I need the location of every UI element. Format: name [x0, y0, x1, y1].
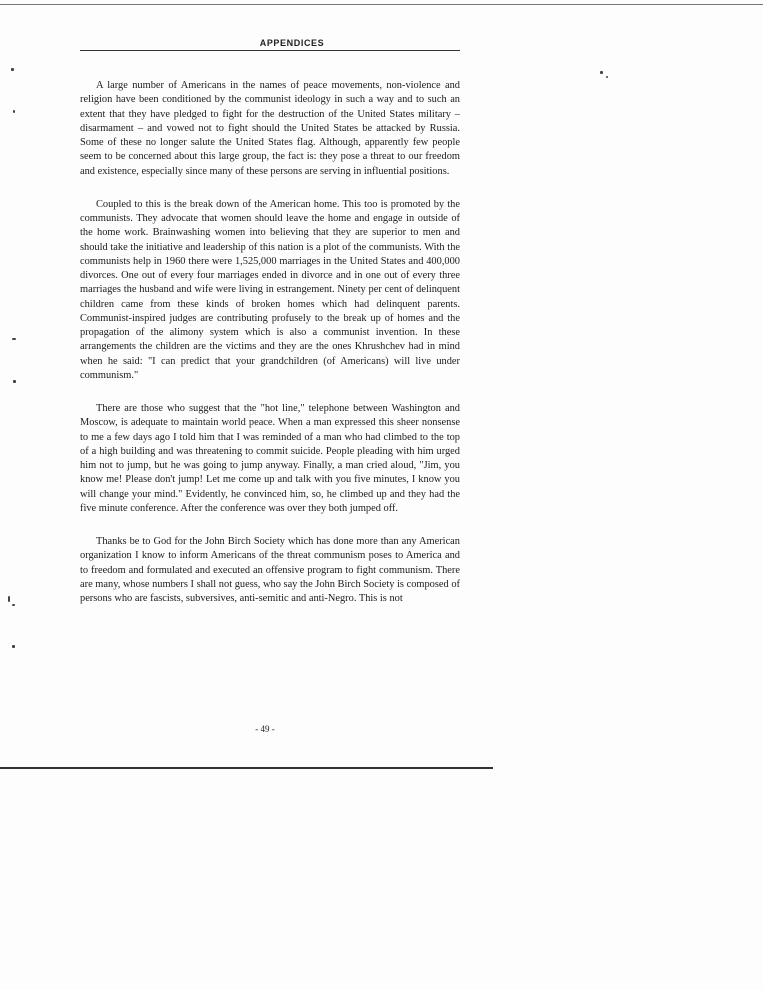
paragraph-4: Thanks be to God for the John Birch Society which has done more than any American organization I know to inform Americans of the threat communism poses to America and to freedom and formulated and executed an offensive program to fight communism. There are many, whose numbers I shall not guess, who say the John Birch Society is composed of persons who are fascists, subversives, anti-semitic and anti-Negro. This is not [80, 536, 460, 604]
scan-speck [12, 604, 15, 606]
top-edge-rule [0, 4, 763, 5]
page-body [80, 79, 460, 625]
scan-speck [13, 110, 15, 113]
header-rule [80, 50, 460, 51]
scan-speck [8, 596, 10, 602]
paragraph-1: A large number of Americans in the names of peace movements, non-violence and religion have been conditioned by the communist ideology in such a way and to such an extent that they have pledged to fight for the destruction of the United States military – disarmament – and vowed not to fight should the United States be attacked by Russia. Some of these no longer salute the United States flag. Although, apparently few people seem to be concerned about this large group, the fact is: they pose a threat to our freedom and existence, especially since many of these persons are serving in influential positions. [80, 80, 460, 177]
scan-speck [12, 645, 15, 648]
scan-speck [606, 76, 608, 78]
scan-speck [12, 338, 16, 340]
paragraph-2: Coupled to this is the break down of the American home. This too is promoted by the communists. They advocate that women should leave the home and engage in outside of the home work. Brainwashing women into believing that they are superior to men and should take the initiative and leadership of this nation is a plot of the communists. With the communists help in 1960 there were 1,525,000 marriages in the United States and 400,000 divorces. One out of every four marriages ended in divorce and in one out of every three marriages the husband and wife were living in estrangement. Ninety per cent of delinquent children came from these kinds of broken homes which had delinquent parents. Communist-inspired judges are contributing profusely to the break up of homes and the propagation of the alimony system which is also a communist invention. In these arrangements the children are the victims and they are the ones Khrushchev had in mind when he said: "I can predict that your grandchildren (of Americans) will live under communism." [80, 198, 460, 381]
page-number: - 49 - [255, 724, 275, 734]
paragraph-3: There are those who suggest that the "hot line," telephone between Washington and Moscow, is adequate to maintain world peace. When a man expressed this sheer nonsense to me a few days ago I told him that I was reminded of a man who had climbed to the top of a high building and was threatening to commit suicide. People pleading with him urged him not to jump, but he was going to jump anyway. Finally, a man cried aloud, "Jim, you know me! Please don't jump! Let me come up and talk with you five minutes, I know you will change your mind." Evidently, he convinced him, so, he climbed up and they had the five minute conference. After the conference was over they both jumped off. [80, 403, 460, 514]
scan-speck [11, 68, 14, 71]
scan-speck [13, 380, 16, 383]
bottom-edge-rule [0, 767, 493, 769]
running-header: APPENDICES [259, 38, 325, 48]
scan-speck [600, 71, 603, 74]
